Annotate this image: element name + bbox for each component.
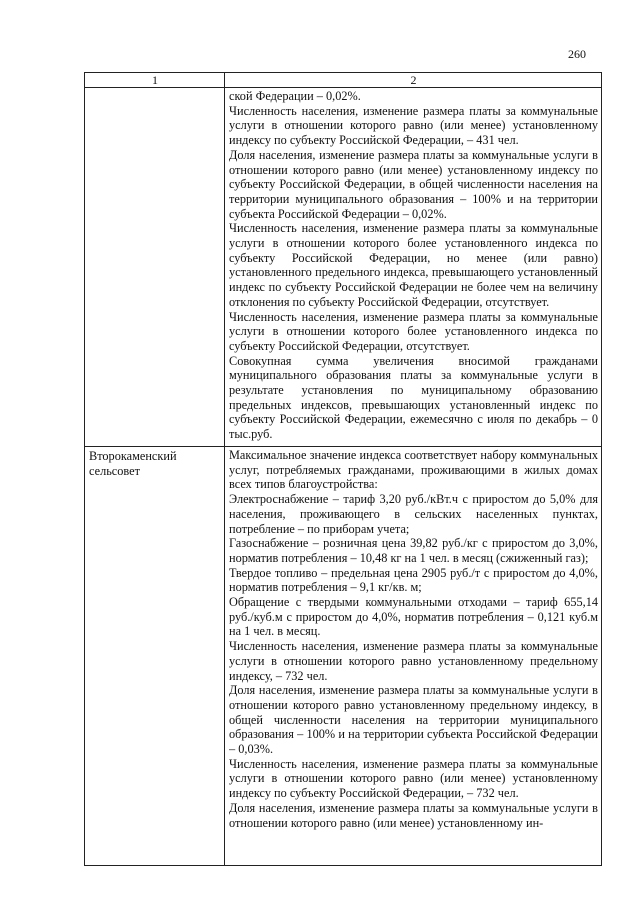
- paragraph: Численность населения, изменение размера платы за коммунальные услуги в отношении которого равно (или менее) установленному индексу по субъекту Российской Федерации, – 431 чел.: [229, 103, 598, 148]
- column-header-1: 1: [85, 73, 225, 88]
- table-row: [85, 88, 602, 447]
- paragraph: Численность населения, изменение размера платы за коммунальные услуги в отношении которого более установленного индекса по субъекту Российской Федерации, отсутствует.: [229, 309, 598, 353]
- description-cell: [225, 447, 602, 866]
- paragraph: Совокупная сумма увеличения вносимой гражданами муниципального образования платы за коммунальные услуги в результате установления по муниципальному образованию предельных индексов, превышающих установленный индекс по субъекту Российской Федерации, ежемесячно с июля по декабрь – 0 тыс.руб.: [229, 353, 598, 442]
- description-text: [229, 88, 598, 442]
- paragraph: Обращение с твердыми коммунальными отходами – тариф 655,14 руб./куб.м с приростом до 4,0%, норматив потребления – 0,121 куб.м на 1 чел. в месяц.: [229, 595, 598, 639]
- table-row: [85, 447, 602, 866]
- table-header-row: [85, 73, 602, 88]
- municipality-name: [89, 88, 221, 90]
- municipality-cell: [85, 88, 225, 447]
- description-text: [229, 447, 598, 830]
- paragraph: Твердое топливо – предельная цена 2905 руб./т с приростом до 4,0%, норматив потребления – 9,1 кг/кв. м;: [229, 565, 598, 595]
- paragraph: ской Федерации – 0,02%.: [229, 89, 361, 103]
- municipality-name: Второкаменский сельсовет: [89, 449, 177, 478]
- paragraph: Газоснабжение – розничная цена 39,82 руб./кг с приростом до 3,0%, норматив потребления – 10,48 кг на 1 чел. в месяц (сжиженный газ);: [229, 536, 598, 565]
- index-table: [84, 72, 602, 866]
- page-number: 260: [568, 47, 586, 61]
- paragraph: Численность населения, изменение размера платы за коммунальные услуги в отношении которого равно (или менее) установленному индексу по субъекту Российской Федерации, – 732 чел.: [229, 756, 598, 801]
- paragraph: Численность населения, изменение размера платы за коммунальные услуги в отношении которого равно установленному предельному индексу, – 732 чел.: [229, 639, 598, 683]
- description-cell: [225, 88, 602, 447]
- municipality-cell: [85, 447, 225, 866]
- paragraph: Доля населения, изменение размера платы за коммунальные услуги в отношении которого равно установленному предельному индексу, в общей численности населения на территории муниципального образования – 100% и на территории субъекта Российской Федерации – 0,03%.: [229, 683, 598, 757]
- paragraph: Доля населения, изменение размера платы за коммунальные услуги в отношении которого равно (или менее) установленному индексу по субъекту Российской Федерации, в общей численности населения на территории муниципального образования – 100% и на территории субъекта Российской Федерации – 0,02%.: [229, 147, 598, 221]
- paragraph: Доля населения, изменение размера платы за коммунальные услуги в отношении которого равно (или менее) установленному ин-: [229, 800, 598, 830]
- paragraph: Численность населения, изменение размера платы за коммунальные услуги в отношении которого более установленного индекса по субъекту Российской Федерации, но менее (или равно) установленного предельного индекса, превышающего установленный индекс по субъекту Российской Федерации не более чем на величину отклонения по субъекту Российской Федерации, отсутствует.: [229, 221, 598, 309]
- paragraph: Электроснабжение – тариф 3,20 руб./кВт.ч с приростом до 5,0% для населения, проживающего в сельских населенных пунктах, потребление – по приборам учета;: [229, 492, 598, 536]
- paragraph: Максимальное значение индекса соответствует набору коммунальных услуг, потребляемых гражданами, проживающими в жилых домах всех типов благоустройства:: [229, 448, 598, 492]
- column-header-2: 2: [225, 73, 602, 88]
